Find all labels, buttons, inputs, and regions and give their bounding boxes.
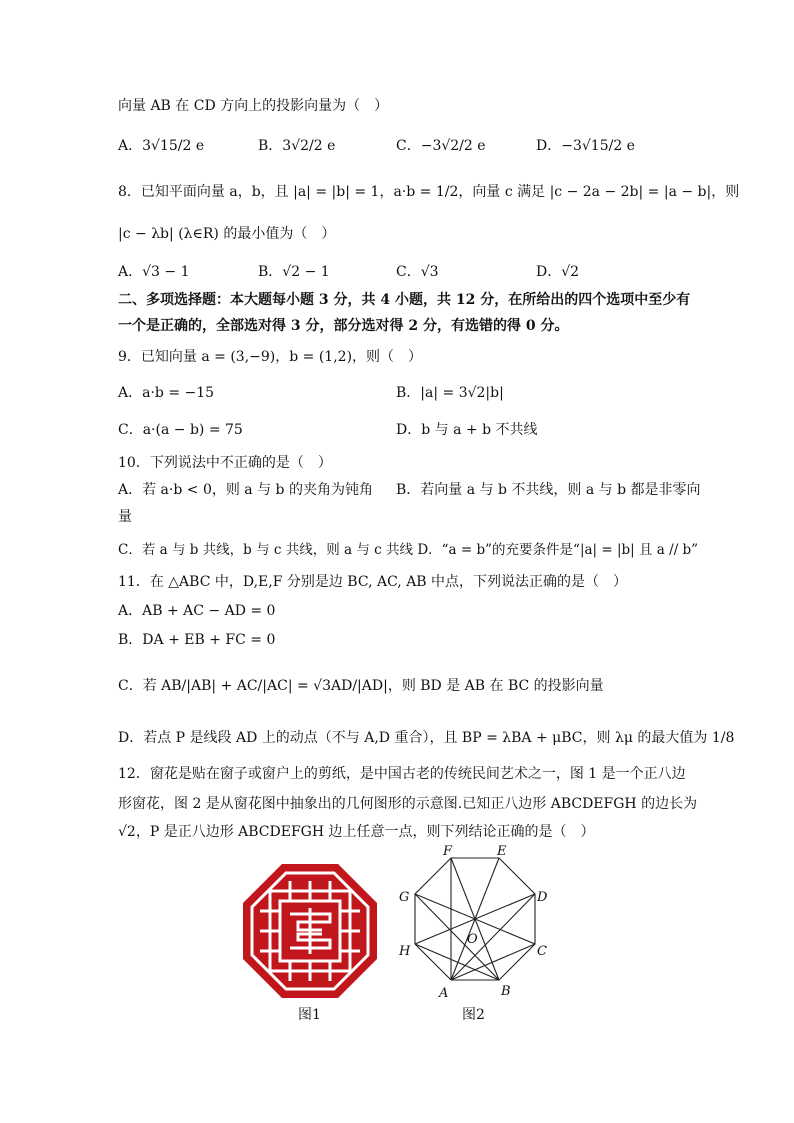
- q11-option-a: A．AB + AC − AD = 0: [118, 603, 276, 619]
- section2-heading-line1: 二、多项选择题：本大题每小题 3 分，共 4 小题，共 12 分，在所给出的四个选项中至少有: [118, 292, 691, 308]
- q9-option-c: C．a·(a − b) = 75: [118, 422, 243, 438]
- q8-option-a: A．√3 − 1: [118, 264, 190, 280]
- q11-option-b: B．DA + EB + FC = 0: [118, 632, 276, 648]
- q9-option-d: D．b 与 a + b 不共线: [396, 422, 538, 438]
- vertex-label-d: D: [537, 890, 548, 905]
- vertex-label-e: E: [497, 844, 507, 859]
- q10-option-b: B．若向量 a 与 b 不共线，则 a 与 b 都是非零向: [396, 482, 701, 498]
- q11-option-d: D．若点 P 是线段 AD 上的动点（不与 A,D 重合），且 BP = λBA + μBC，则 λμ 的最大值为 1/8: [118, 730, 735, 746]
- vertex-label-g: G: [399, 890, 410, 905]
- q9-option-a: A．a·b = −15: [118, 385, 215, 401]
- q10-option-b-continued: 量: [118, 509, 132, 525]
- q10-stem: 10．下列说法中不正确的是（ ）: [118, 455, 332, 471]
- vertex-label-h: H: [399, 944, 411, 959]
- q12-stem-line2: 形窗花，图 2 是从窗花图中抽象出的几何图形的示意图.已知正八边形 ABCDEFGH 的边长为: [118, 796, 698, 812]
- figure2-octagon-diagram: [395, 843, 555, 1003]
- q10-option-c-d: C．若 a 与 b 共线，b 与 c 共线，则 a 与 c 共线 D．“a = b”的充要条件是“|a| = |b| 且 a // b”: [118, 542, 699, 558]
- q7-option-c: C．−3√2/2 e: [396, 138, 486, 154]
- vertex-label-b: B: [501, 984, 511, 999]
- vertex-label-f: F: [443, 844, 453, 859]
- q8-stem-line1: 8．已知平面向量 a，b，且 |a| = |b| = 1，a·b = 1/2，向量 c 满足 |c − 2a − 2b| = |a − b|，则: [118, 184, 740, 200]
- q12-stem-line1: 12．窗花是贴在窗子或窗户上的剪纸，是中国古老的传统民间艺术之一，图 1 是一个正八边: [118, 766, 686, 782]
- vertex-label-c: C: [537, 944, 547, 959]
- section2-heading-line2: 一个是正确的，全部选对得 3 分，部分选对得 2 分，有选错的得 0 分。: [118, 318, 569, 334]
- q10-option-a: A．若 a·b < 0，则 a 与 b 的夹角为钝角: [118, 482, 373, 498]
- vertex-label-a: A: [439, 986, 449, 1001]
- figure1-caption: 图1: [298, 1007, 321, 1023]
- figure2-caption: 图2: [462, 1007, 485, 1023]
- q12-stem-line3: √2，P 是正八边形 ABCDEFGH 边上任意一点，则下列结论正确的是（ ）: [118, 824, 595, 840]
- q8-stem-line2: |c − λb| (λ∈R) 的最小值为（ ）: [118, 226, 336, 242]
- q11-stem: 11．在 △ABC 中，D,E,F 分别是边 BC, AC, AB 中点，下列说法正确的是（ ）: [118, 574, 628, 590]
- q7-stem-tail: 向量 AB 在 CD 方向上的投影向量为（ ）: [118, 98, 389, 114]
- q7-option-a: A．3√15/2 e: [118, 138, 205, 154]
- q7-option-b: B．3√2/2 e: [258, 138, 336, 154]
- q8-option-c: C．√3: [396, 264, 439, 280]
- q9-stem: 9．已知向量 a = (3,−9)，b = (1,2)，则（ ）: [118, 349, 423, 365]
- figure1-window-flower: [243, 864, 377, 998]
- q8-option-d: D．√2: [536, 264, 580, 280]
- q7-option-d: D．−3√15/2 e: [536, 138, 635, 154]
- q11-option-c: C．若 AB/|AB| + AC/|AC| = √3AD/|AD|，则 BD 是 AB 在 BC 的投影向量: [118, 678, 604, 694]
- q9-option-b: B．|a| = 3√2|b|: [396, 385, 504, 401]
- q8-option-b: B．√2 − 1: [258, 264, 330, 280]
- center-label-o: O: [467, 932, 478, 947]
